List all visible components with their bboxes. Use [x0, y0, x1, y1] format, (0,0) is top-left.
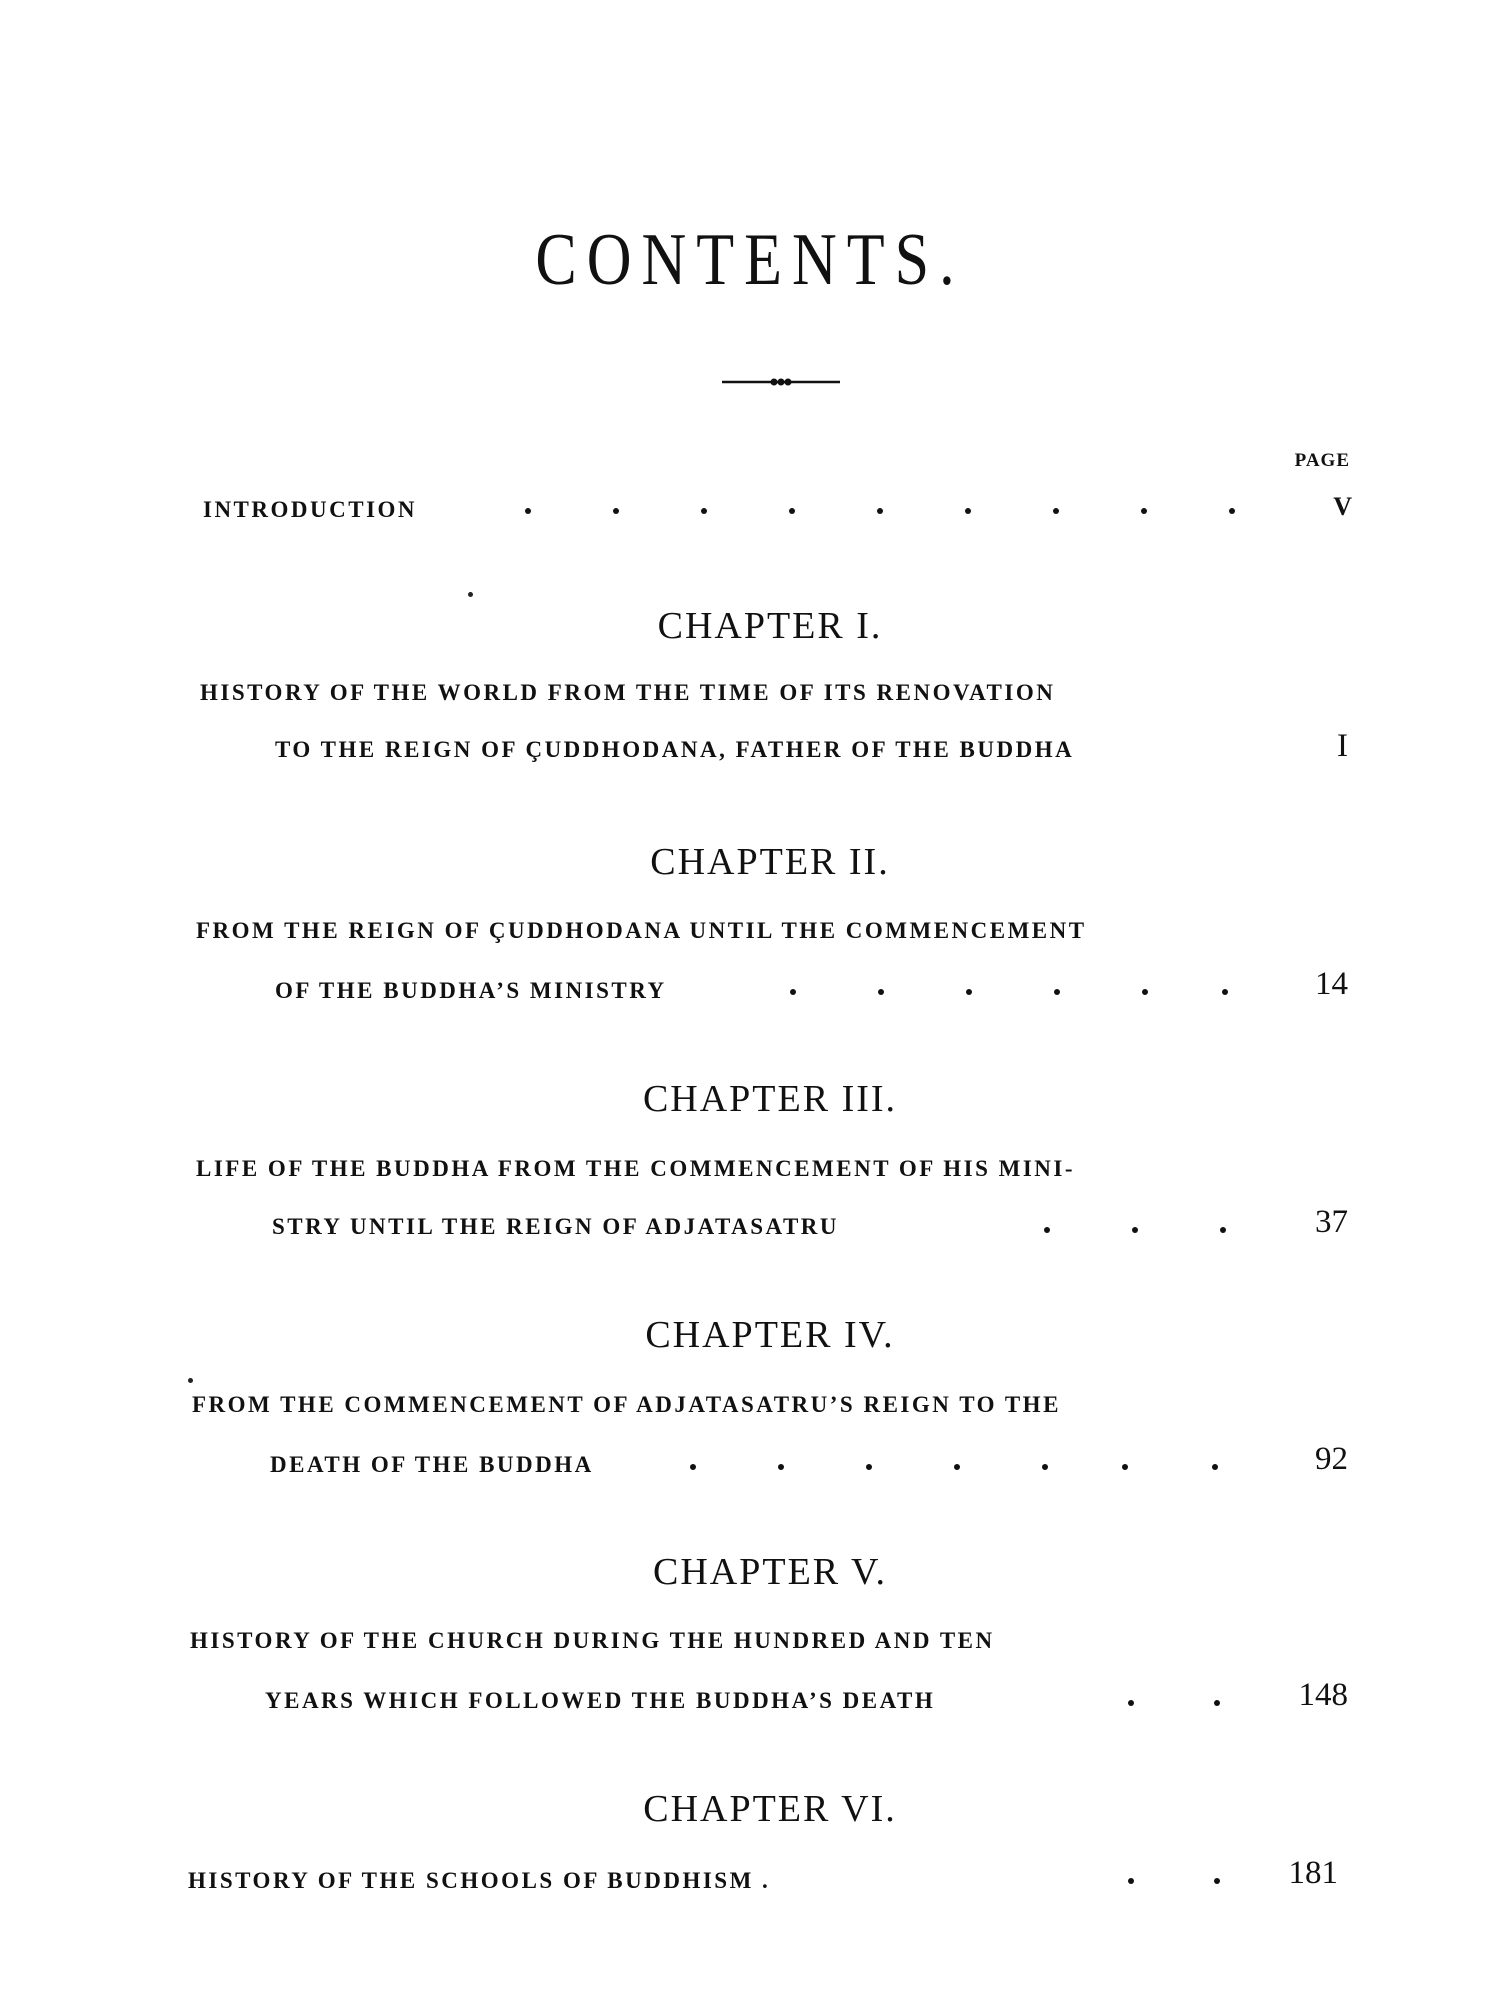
chapter-heading-4: CHAPTER IV. [645, 1314, 895, 1356]
chapter-5-line-1: HISTORY OF THE CHURCH DURING THE HUNDRED AND TEN [190, 1628, 995, 1653]
print-speck [188, 1378, 193, 1383]
page-column-heading: PAGE [1294, 450, 1350, 471]
chapter-6-page-number: 181 [1288, 1855, 1338, 1891]
chapter-1-line-1: HISTORY OF THE WORLD FROM THE TIME OF ITS RENOVATION [200, 680, 1056, 705]
chapter-5-page-number: 148 [1298, 1677, 1348, 1713]
chapter-3-line-1: LIFE OF THE BUDDHA FROM THE COMMENCEMENT OF HIS MINI- [196, 1156, 1075, 1181]
chapter-3-leader-dots [1044, 1219, 1234, 1239]
chapter-heading-2: CHAPTER II. [650, 841, 890, 883]
chapter-3-page-number: 37 [1315, 1204, 1348, 1240]
introduction-label: INTRODUCTION [203, 497, 418, 522]
chapter-2-line-2: OF THE BUDDHA’S MINISTRY [275, 978, 667, 1003]
chapter-5-leader-dots [1128, 1692, 1228, 1712]
chapter-4-page-number: 92 [1315, 1441, 1348, 1477]
chapter-2-leader-dots [790, 981, 1230, 1001]
chapter-4-line-1: FROM THE COMMENCEMENT OF ADJATASATRU’S REIGN TO THE [192, 1392, 1061, 1417]
chapter-heading-5: CHAPTER V. [653, 1551, 887, 1593]
chapter-4-line-2: DEATH OF THE BUDDHA [270, 1452, 594, 1477]
chapter-2-line-1: FROM THE REIGN OF ÇUDDHODANA UNTIL THE COMMENCEMENT [196, 918, 1087, 943]
ornament-rule [722, 376, 840, 388]
chapter-4-leader-dots [690, 1456, 1230, 1476]
chapter-3-line-2: STRY UNTIL THE REIGN OF ADJATASATRU [272, 1214, 840, 1239]
chapter-6-line-1: HISTORY OF THE SCHOOLS OF BUDDHISM . [188, 1868, 771, 1893]
page-title: CONTENTS. [535, 219, 965, 301]
chapter-2-page-number: 14 [1315, 966, 1348, 1002]
chapter-heading-3: CHAPTER III. [642, 1078, 898, 1120]
chapter-1-page-number: I [1337, 728, 1348, 764]
introduction-leader-dots [525, 500, 1245, 520]
chapter-5-line-2: YEARS WHICH FOLLOWED THE BUDDHA’S DEATH [265, 1688, 936, 1713]
chapter-heading-1: CHAPTER I. [657, 605, 883, 647]
chapter-6-leader-dots [1128, 1870, 1228, 1890]
introduction-page-number: V [1333, 492, 1352, 521]
chapter-heading-6: CHAPTER VI. [643, 1788, 897, 1830]
chapter-1-line-2: TO THE REIGN OF ÇUDDHODANA, FATHER OF THE BUDDHA [275, 737, 1075, 762]
print-speck [468, 592, 473, 597]
